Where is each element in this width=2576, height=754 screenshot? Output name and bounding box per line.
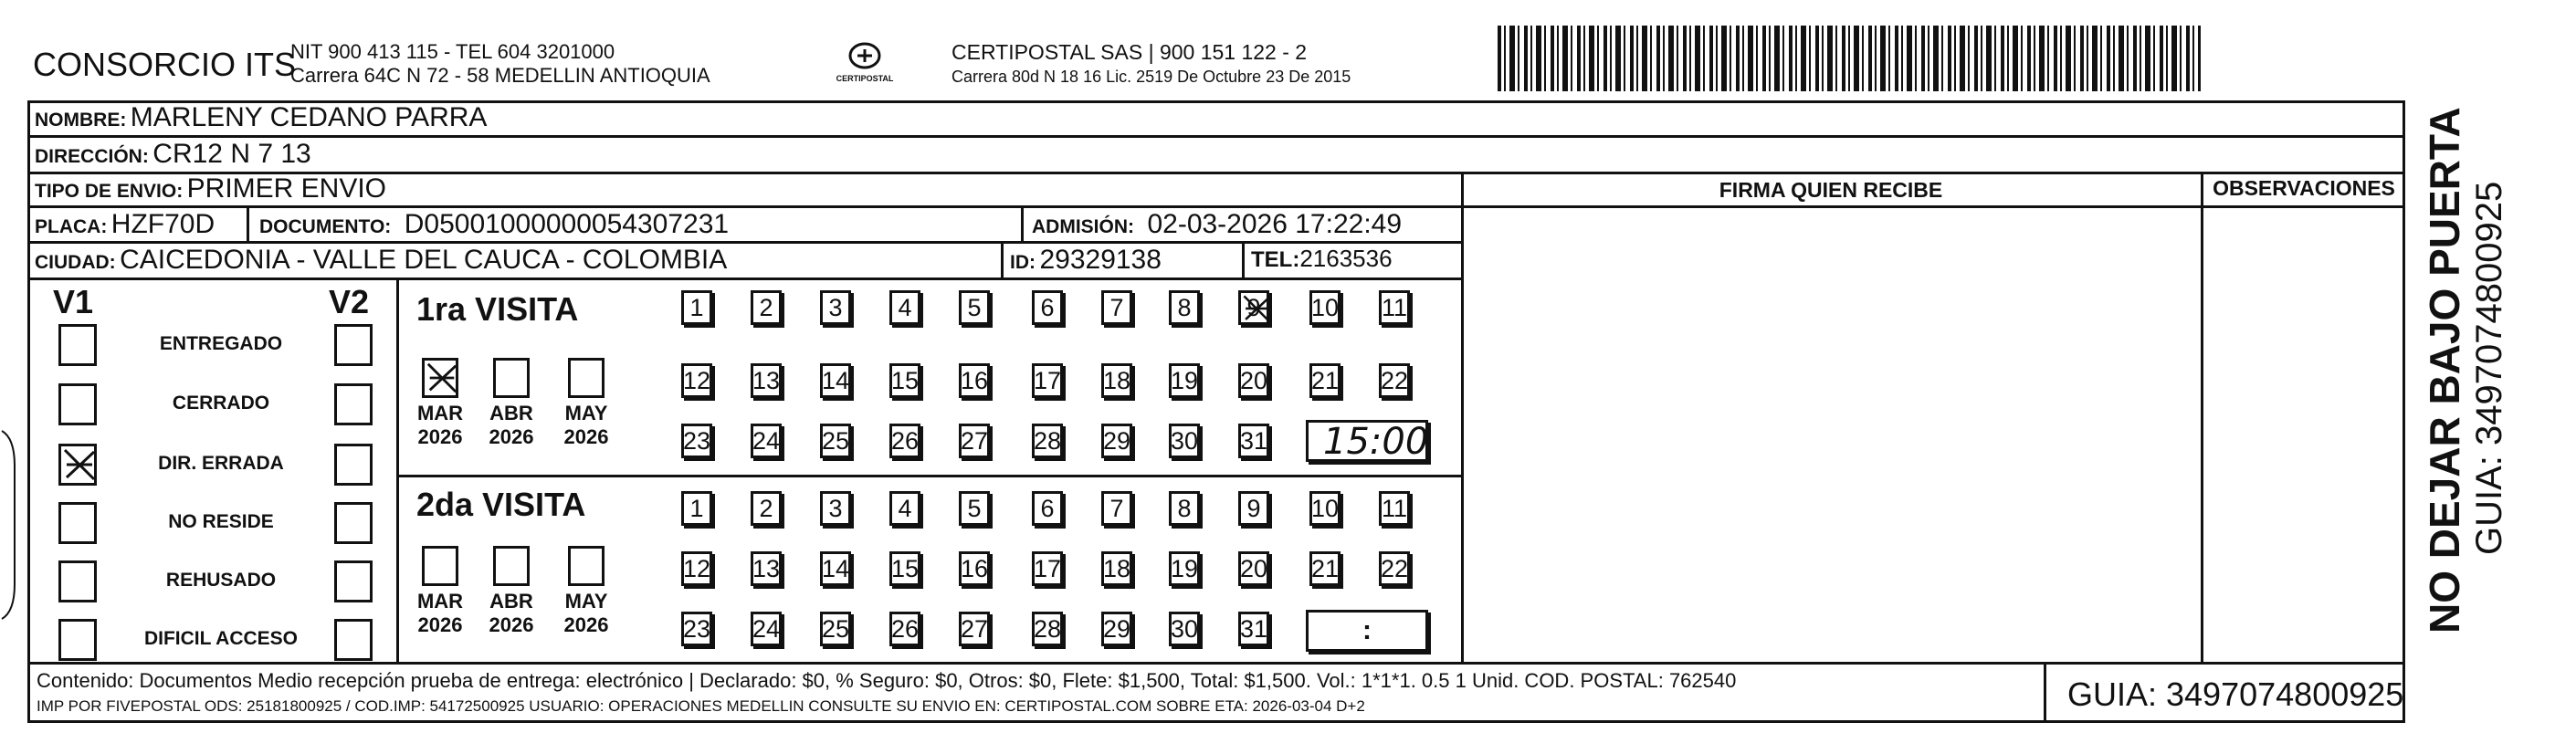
company-line-2: Carrera 64C N 72 - 58 MEDELLIN ANTIOQUIA	[290, 64, 710, 87]
id-value: 29329138	[1039, 245, 1162, 275]
visit1-day-8[interactable]: 8	[1169, 290, 1200, 325]
visit1-months-mar-label: MAR	[416, 402, 464, 424]
visit2-day-24[interactable]: 24	[751, 612, 782, 646]
ciudad-field	[35, 245, 727, 276]
id-field	[1010, 245, 1162, 276]
visit1-months-may-checkbox[interactable]	[568, 358, 605, 398]
visit2-day-26[interactable]: 26	[889, 612, 920, 646]
visit2-day-29[interactable]: 29	[1101, 612, 1132, 646]
v2-checkbox-no-reside[interactable]	[334, 502, 373, 544]
visit2-day-15[interactable]: 15	[889, 551, 920, 586]
visit2-day-12[interactable]: 12	[681, 551, 712, 586]
visit1-day-13[interactable]: 13	[751, 363, 782, 398]
logo-text: CERTIPOSTAL	[836, 74, 894, 83]
barcode	[1498, 26, 2201, 91]
visit1-day-18[interactable]: 18	[1101, 363, 1132, 398]
visit1-day-27[interactable]: 27	[959, 424, 990, 458]
visit1-day-26[interactable]: 26	[889, 424, 920, 458]
visit2-day-10[interactable]: 10	[1309, 491, 1341, 526]
ciudad-label: CIUDAD:	[35, 252, 116, 273]
carrier-line-1: CERTIPOSTAL SAS | 900 151 122 - 2	[952, 40, 1308, 64]
status-label-cerrado: CERRADO	[172, 393, 270, 414]
visit1-day-9[interactable]: 9	[1238, 290, 1269, 325]
visit2-months-mar-checkbox[interactable]	[422, 546, 458, 586]
visit1-day-20[interactable]: 20	[1238, 363, 1269, 398]
footer-guia: GUIA: 3497074800925	[2067, 675, 2404, 713]
v1-checkbox-dir-errada[interactable]	[58, 444, 97, 486]
admision-label: ADMISIÓN:	[1032, 216, 1134, 237]
nombre-label: NOMBRE:	[35, 110, 127, 131]
visit2-months-may-checkbox[interactable]	[568, 546, 605, 586]
tipo-row	[35, 173, 386, 204]
tipo-label: TIPO DE ENVIO:	[35, 181, 184, 202]
v1-checkbox-entregado[interactable]	[58, 324, 97, 366]
visit2-day-28[interactable]: 28	[1032, 612, 1063, 646]
visit2-day-5[interactable]: 5	[959, 491, 990, 526]
visit1-title: 1ra VISITA	[416, 290, 579, 328]
visit1-time: 15:00	[1323, 421, 1429, 463]
visit2-day-6[interactable]: 6	[1032, 491, 1063, 526]
firma-label: FIRMA QUIEN RECIBE	[1719, 178, 1943, 202]
footer-content-line: Contenido: Documentos Medio recepción prueba de entrega: electrónico | Declarado: $0, % Seguro: $0, Otros: $0, Flete: $1,500, Total: $1,500. Vol.: 1*1*1. 0.5 1 Unid. COD. POSTAL: 762540	[37, 669, 1737, 692]
documento-field	[259, 209, 729, 240]
v2-header: V2	[329, 283, 370, 320]
admision-field	[1032, 209, 1402, 240]
footer-imp-line: IMP POR FIVEPOSTAL ODS: 25181800925 / COD.IMP: 54172500925 USUARIO: OPERACIONES MEDELLIN CONSULTE SU ENVIO EN: CERTIPOSTAL.COM SOBRE ETA: 2026-03-04 D+2	[37, 697, 1365, 715]
visit1-day-5[interactable]: 5	[959, 290, 990, 325]
placa-label: PLACA:	[35, 216, 108, 237]
visit2-day-25[interactable]: 25	[820, 612, 851, 646]
visit1-day-12[interactable]: 12	[681, 363, 712, 398]
visit2-day-3[interactable]: 3	[820, 491, 851, 526]
v1-checkbox-cerrado[interactable]	[58, 383, 97, 425]
visit2-day-2[interactable]: 2	[751, 491, 782, 526]
visit1-day-2[interactable]: 2	[751, 290, 782, 325]
visit1-months-mar-year: 2026	[417, 425, 463, 448]
company-name: CONSORCIO ITS	[33, 46, 297, 83]
visit1-day-14[interactable]: 14	[820, 363, 851, 398]
certipostal-logo	[833, 40, 897, 91]
visit1-months-may-year: 2026	[563, 425, 609, 448]
visit1-day-30[interactable]: 30	[1169, 424, 1200, 458]
visit2-day-30[interactable]: 30	[1169, 612, 1200, 646]
v1-checkbox-no-reside[interactable]	[58, 502, 97, 544]
visit1-day-19[interactable]: 19	[1169, 363, 1200, 398]
visit2-day-20[interactable]: 20	[1238, 551, 1269, 586]
visit1-day-29[interactable]: 29	[1101, 424, 1132, 458]
visit1-day-11[interactable]: 11	[1379, 290, 1410, 325]
visit2-title: 2da VISITA	[416, 486, 586, 523]
status-label-rehusado: REHUSADO	[165, 570, 277, 591]
documento-value: D05001000000054307231	[404, 209, 730, 239]
visit1-day-16[interactable]: 16	[959, 363, 990, 398]
visit2-day-18[interactable]: 18	[1101, 551, 1132, 586]
visit1-day-31[interactable]: 31	[1238, 424, 1269, 458]
v2-checkbox-dificil-acceso[interactable]	[334, 619, 373, 661]
placa-value: HZF70D	[110, 209, 216, 239]
visit1-day-21[interactable]: 21	[1309, 363, 1341, 398]
visit2-day-17[interactable]: 17	[1032, 551, 1063, 586]
tel-field	[1251, 245, 1393, 273]
visit1-day-4[interactable]: 4	[889, 290, 920, 325]
visit1-day-28[interactable]: 28	[1032, 424, 1063, 458]
visit1-day-23[interactable]: 23	[681, 424, 712, 458]
observaciones-label: OBSERVACIONES	[2213, 176, 2395, 200]
nombre-value: MARLENY CEDANO PARRA	[130, 102, 488, 132]
status-label-dir-errada: DIR. ERRADA	[158, 453, 284, 474]
v1-header: V1	[53, 283, 94, 320]
visit2-time-box[interactable]	[1306, 610, 1428, 652]
direccion-value: CR12 N 7 13	[152, 139, 311, 169]
visit2-months-abr-checkbox[interactable]	[493, 546, 530, 586]
visit2-time: :	[1362, 615, 1372, 645]
visit1-day-7[interactable]: 7	[1101, 290, 1132, 325]
logo-emblem-icon	[846, 40, 883, 71]
v2-checkbox-cerrado[interactable]	[334, 383, 373, 425]
visit2-day-14[interactable]: 14	[820, 551, 851, 586]
documento-label: DOCUMENTO:	[259, 216, 392, 237]
visit1-day-24[interactable]: 24	[751, 424, 782, 458]
company-line-1: NIT 900 413 115 - TEL 604 3201000	[290, 40, 615, 63]
id-label: ID:	[1010, 252, 1036, 273]
visit2-months-may-year: 2026	[563, 613, 609, 636]
visit2-months-mar-label: MAR	[416, 590, 464, 613]
tel-value: 2163536	[1299, 245, 1393, 272]
visit2-day-11[interactable]: 11	[1379, 491, 1410, 526]
visit2-day-23[interactable]: 23	[681, 612, 712, 646]
visit2-months-mar-year: 2026	[417, 613, 463, 636]
side-warning: NO DEJAR BAJO PUERTA	[2421, 107, 2468, 634]
visit1-months-abr-checkbox[interactable]	[493, 358, 530, 398]
direccion-row	[35, 139, 311, 170]
visit2-day-19[interactable]: 19	[1169, 551, 1200, 586]
visit1-day-25[interactable]: 25	[820, 424, 851, 458]
status-label-entregado: ENTREGADO	[159, 333, 283, 354]
status-label-no-reside: NO RESIDE	[168, 511, 274, 532]
visit1-day-6[interactable]: 6	[1032, 290, 1063, 325]
visit1-day-15[interactable]: 15	[889, 363, 920, 398]
visit1-months-abr-year: 2026	[489, 425, 534, 448]
visit1-day-22[interactable]: 22	[1379, 363, 1410, 398]
nombre-row	[35, 102, 487, 133]
status-label-dificil-acceso: DIFICIL ACCESO	[143, 628, 298, 649]
visit2-day-21[interactable]: 21	[1309, 551, 1341, 586]
visit2-day-13[interactable]: 13	[751, 551, 782, 586]
visit2-day-8[interactable]: 8	[1169, 491, 1200, 526]
tipo-value: PRIMER ENVIO	[186, 173, 387, 204]
visit2-months-abr-label: ABR	[489, 590, 533, 613]
visit2-day-31[interactable]: 31	[1238, 612, 1269, 646]
visit1-months-abr-label: ABR	[489, 402, 533, 424]
visit1-months-may-label: MAY	[564, 402, 608, 424]
visit2-day-1[interactable]: 1	[681, 491, 712, 526]
visit2-months-may-label: MAY	[564, 590, 608, 613]
visit1-months-mar-checkbox[interactable]	[422, 358, 458, 398]
visit1-time-box[interactable]	[1306, 420, 1428, 462]
visit2-day-9[interactable]: 9	[1238, 491, 1269, 526]
visit2-day-16[interactable]: 16	[959, 551, 990, 586]
carrier-line-2: Carrera 80d N 18 16 Lic. 2519 De Octubre 23 De 2015	[952, 68, 1351, 86]
visit1-day-17[interactable]: 17	[1032, 363, 1063, 398]
side-guia: GUIA: 3497074800925	[2469, 181, 2509, 555]
placa-field	[35, 209, 215, 240]
v1-checkbox-rehusado[interactable]	[58, 560, 97, 602]
v2-checkbox-entregado[interactable]	[334, 324, 373, 366]
margin-bracket	[0, 429, 18, 621]
visit1-day-3[interactable]: 3	[820, 290, 851, 325]
ciudad-value: CAICEDONIA - VALLE DEL CAUCA - COLOMBIA	[120, 245, 728, 275]
v2-checkbox-dir-errada[interactable]	[334, 444, 373, 486]
visit2-day-27[interactable]: 27	[959, 612, 990, 646]
visit2-day-7[interactable]: 7	[1101, 491, 1132, 526]
v2-checkbox-rehusado[interactable]	[334, 560, 373, 602]
admision-value: 02-03-2026 17:22:49	[1147, 209, 1403, 239]
visit2-months-abr-year: 2026	[489, 613, 534, 636]
tel-label: TEL:	[1251, 247, 1300, 272]
visit2-day-4[interactable]: 4	[889, 491, 920, 526]
visit2-day-22[interactable]: 22	[1379, 551, 1410, 586]
v1-checkbox-dificil-acceso[interactable]	[58, 619, 97, 661]
visit1-day-1[interactable]: 1	[681, 290, 712, 325]
direccion-label: DIRECCIÓN:	[35, 146, 149, 167]
visit1-day-10[interactable]: 10	[1309, 290, 1341, 325]
